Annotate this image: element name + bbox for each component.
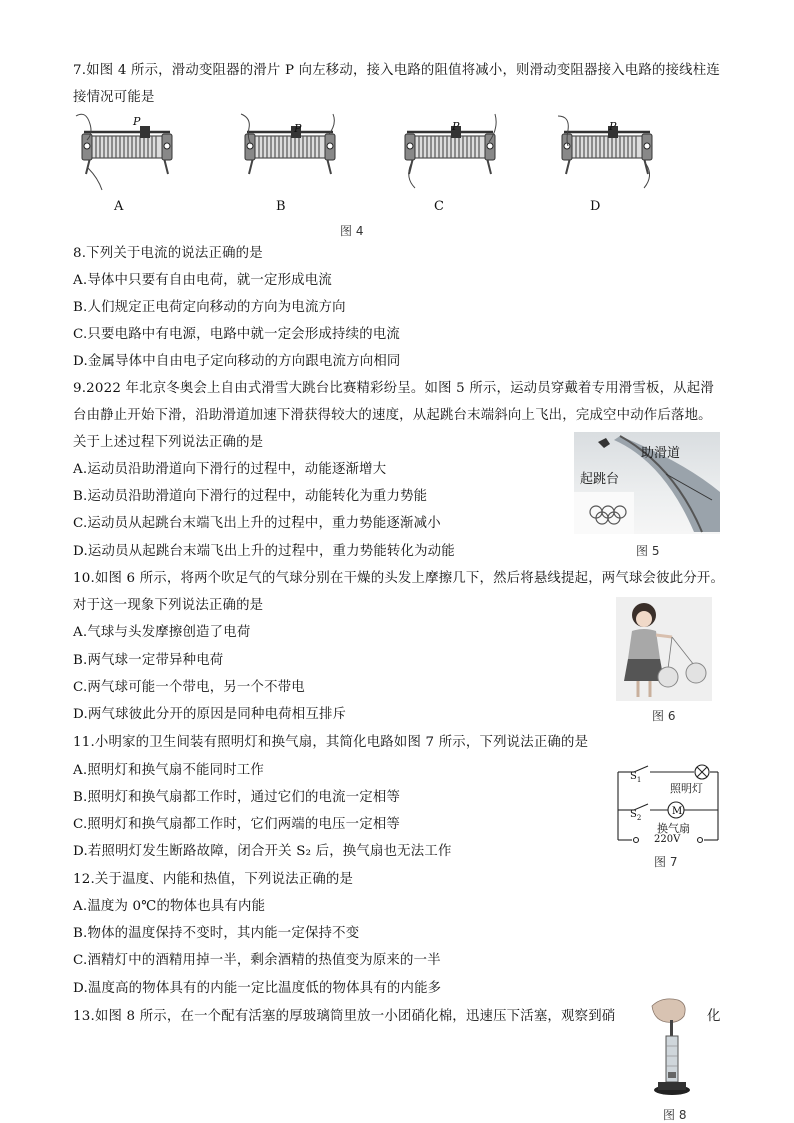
figure-5-caption: 图 5 [636, 544, 660, 558]
q11-option-d: D.若照明灯发生断路故障，闭合开关 S₂ 后，换气扇也无法工作 [73, 844, 452, 859]
q9-stem-line2: 台由静止开始下滑，沿助滑道加速下滑获得较大的速度，从起跳台末端斜向上飞出，完成空中动作后落地。 [73, 408, 712, 423]
option-label-a: A [114, 199, 124, 214]
slider-letter-c: P [452, 120, 460, 133]
fan-label: 换气扇 [657, 822, 690, 835]
q9-option-d: D.运动员从起跳台末端飞出上升的过程中，重力势能转化为动能 [73, 544, 455, 559]
q10-option-a: A.气球与头发摩擦创造了电荷 [73, 625, 251, 640]
q9-stem-line1: 9.2022 年北京冬奥会上自由式滑雪大跳台比赛精彩纷呈。如图 5 所示，运动员穿戴着专用滑雪板，从起滑 [73, 381, 714, 396]
q9-stem-line3: 关于上述过程下列说法正确的是 [73, 435, 264, 450]
figure-6-caption: 图 6 [652, 709, 676, 723]
q8-option-c: C.只要电路中有电源，电路中就一定会形成持续的电流 [73, 327, 401, 342]
q7-stem-line1: 7.如图 4 所示，滑动变阻器的滑片 P 向左移动，接入电路的阻值将减小，则滑动变阻器接入电路的接线柱连 [73, 63, 720, 78]
q10-option-b: B.两气球一定带异种电荷 [73, 653, 224, 668]
q8-option-d: D.金属导体中自由电子定向移动的方向跟电流方向相同 [73, 354, 401, 369]
glass-cylinder-figure [648, 994, 696, 1100]
option-label-d: D [590, 199, 601, 214]
figure-4-caption: 图 4 [340, 224, 364, 238]
q12-option-b: B.物体的温度保持不变时，其内能一定保持不变 [73, 926, 360, 941]
option-label-b: B [276, 199, 286, 214]
q12-stem: 12.关于温度、内能和热值，下列说法正确的是 [73, 872, 354, 887]
balloon-girl-figure [616, 597, 712, 701]
q12-option-d: D.温度高的物体具有的内能一定比温度低的物体具有的内能多 [73, 981, 442, 996]
option-label-c: C [434, 199, 444, 214]
q13-stem-tail: 化 [707, 1009, 721, 1024]
q7-stem-line2: 接情况可能是 [73, 90, 155, 105]
slider-letter-b: P [294, 122, 302, 135]
motor-symbol: M [672, 806, 683, 817]
q12-option-c: C.酒精灯中的酒精用掉一半，剩余酒精的热值变为原来的一半 [73, 953, 441, 968]
q10-stem-line2: 对于这一现象下列说法正确的是 [73, 598, 264, 613]
q11-stem: 11.小明家的卫生间装有照明灯和换气扇，其简化电路如图 7 所示，下列说法正确的是 [73, 735, 589, 750]
q11-option-b: B.照明灯和换气扇都工作时，通过它们的电流一定相等 [73, 790, 401, 805]
q11-option-c: C.照明灯和换气扇都工作时，它们两端的电压一定相等 [73, 817, 401, 832]
voltage-label: 220V [654, 834, 681, 845]
slider-letter-a: P [133, 115, 141, 128]
switch-s2-label: $S_2$ [630, 809, 642, 822]
q9-option-c: C.运动员从起跳台末端飞出上升的过程中，重力势能逐渐减小 [73, 516, 441, 531]
takeoff-label: 起跳台 [580, 472, 620, 487]
figure-8-caption: 图 8 [663, 1108, 687, 1122]
figure-7-caption: 图 7 [654, 855, 678, 869]
q8-option-b: B.人们规定正电荷定向移动的方向为电流方向 [73, 300, 346, 315]
q10-option-c: C.两气球可能一个带电，另一个不带电 [73, 680, 305, 695]
switch-s1-label: $S_1$ [630, 771, 642, 784]
q9-option-b: B.运动员沿助滑道向下滑行的过程中，动能转化为重力势能 [73, 489, 428, 504]
q8-option-a: A.导体中只要有自由电荷，就一定形成电流 [73, 273, 332, 288]
q13-stem-line1: 13.如图 8 所示，在一个配有活塞的厚玻璃筒里放一小团硝化棉，迅速压下活塞，观察到硝 [73, 1009, 616, 1024]
q10-option-d: D.两气球彼此分开的原因是同种电荷相互排斥 [73, 707, 347, 722]
slider-letter-d: P [609, 120, 617, 133]
run-in-label: 助滑道 [641, 446, 681, 461]
lamp-label: 照明灯 [670, 782, 703, 795]
ski-jump-photo [574, 432, 720, 534]
q9-option-a: A.运动员沿助滑道向下滑行的过程中，动能逐渐增大 [73, 462, 387, 477]
rheostat-figure [60, 112, 680, 192]
q10-stem-line1: 10.如图 6 所示，将两个吹足气的气球分别在干燥的头发上摩擦几下，然后将悬线提起，两气球会彼此分开。 [73, 571, 725, 586]
q12-option-a: A.温度为 0℃的物体也具有内能 [73, 899, 266, 914]
q11-option-a: A.照明灯和换气扇不能同时工作 [73, 763, 265, 778]
q8-stem: 8.下列关于电流的说法正确的是 [73, 246, 263, 261]
